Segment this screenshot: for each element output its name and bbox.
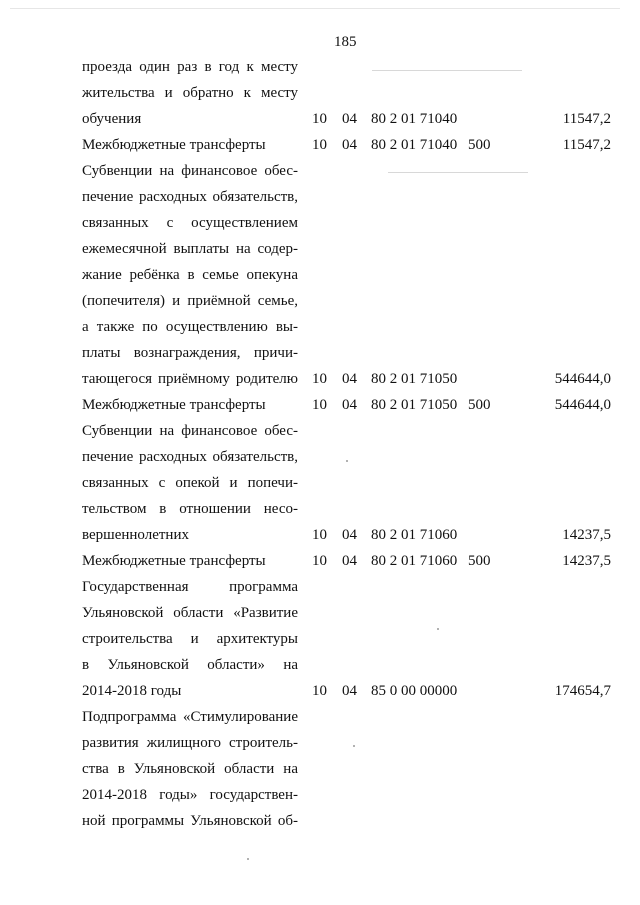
row-description: Межбюджетные трансферты (82, 397, 266, 413)
row-description: жительства и обратно к месту (82, 85, 298, 101)
table-row (0, 366, 640, 392)
row-description: а также по осуществлению вы- (82, 319, 298, 335)
row-description: Подпрограмма «Стимулирование (82, 709, 298, 725)
row-description: связанных с опекой и попечи- (82, 475, 298, 491)
scan-artifact (10, 8, 620, 9)
target-article-code: 80 2 01 71050 (371, 397, 458, 413)
podrazdel-code: 04 (342, 683, 357, 699)
table-row (0, 678, 640, 704)
table-row (0, 236, 640, 262)
row-description: печение расходных обязательств, (82, 189, 298, 205)
amount: 11547,2 (562, 137, 611, 153)
scan-artifact (247, 858, 249, 860)
table-row (0, 574, 640, 600)
razdel-code: 10 (312, 683, 327, 699)
table-row (0, 522, 640, 548)
row-description: проезда один раз в год к месту (82, 59, 298, 75)
table-row (0, 184, 640, 210)
target-article-code: 80 2 01 71060 (371, 527, 458, 543)
row-description: в Ульяновской области» на (82, 657, 298, 673)
razdel-code: 10 (312, 527, 327, 543)
podrazdel-code: 04 (342, 397, 357, 413)
table-row (0, 132, 640, 158)
podrazdel-code: 04 (342, 527, 357, 543)
row-description: Межбюджетные трансферты (82, 553, 266, 569)
podrazdel-code: 04 (342, 137, 357, 153)
row-description: жание ребёнка в семье опекуна (82, 267, 298, 283)
table-row (0, 314, 640, 340)
table-row (0, 548, 640, 574)
target-article-code: 80 2 01 71050 (371, 371, 458, 387)
row-description: обучения (82, 111, 142, 127)
table-row (0, 288, 640, 314)
row-description: ной программы Ульяновской об- (82, 813, 298, 829)
podrazdel-code: 04 (342, 111, 357, 127)
row-description: Субвенции на финансовое обес- (82, 163, 298, 179)
table-row (0, 80, 640, 106)
table-row (0, 756, 640, 782)
table-row (0, 158, 640, 184)
row-description: ства в Ульяновской области на (82, 761, 298, 777)
scan-artifact (353, 745, 355, 747)
table-row (0, 808, 640, 834)
expense-type-code: 500 (468, 137, 491, 153)
table-row (0, 262, 640, 288)
target-article-code: 80 2 01 71040 (371, 111, 458, 127)
scan-artifact (388, 172, 528, 173)
table-row (0, 418, 640, 444)
target-article-code: 80 2 01 71040 (371, 137, 458, 153)
target-article-code: 85 0 00 00000 (371, 683, 458, 699)
row-description: (попечителя) и приёмной семье, (82, 293, 298, 309)
table-row (0, 626, 640, 652)
table-row (0, 470, 640, 496)
scan-artifact (372, 70, 522, 71)
razdel-code: 10 (312, 137, 327, 153)
expense-type-code: 500 (468, 397, 491, 413)
row-description: Государственная программа (82, 579, 298, 595)
table-row (0, 106, 640, 132)
table-row (0, 392, 640, 418)
row-description: Ульяновской области «Развитие (82, 605, 298, 621)
podrazdel-code: 04 (342, 371, 357, 387)
podrazdel-code: 04 (342, 553, 357, 569)
table-row (0, 782, 640, 808)
row-description: 2014-2018 годы» государствен- (82, 787, 298, 803)
razdel-code: 10 (312, 111, 327, 127)
row-description: вершеннолетних (82, 527, 189, 543)
amount: 544644,0 (554, 397, 611, 413)
table-row (0, 704, 640, 730)
row-description: Межбюджетные трансферты (82, 137, 266, 153)
razdel-code: 10 (312, 371, 327, 387)
expense-type-code: 500 (468, 553, 491, 569)
row-description: ежемесячной выплаты на содер- (82, 241, 298, 257)
razdel-code: 10 (312, 397, 327, 413)
razdel-code: 10 (312, 553, 327, 569)
row-description: развития жилищного строитель- (82, 735, 298, 751)
row-description: тельством в отношении несо- (82, 501, 298, 517)
row-description: связанных с осуществлением (82, 215, 298, 231)
amount: 14237,5 (562, 527, 611, 543)
amount: 544644,0 (554, 371, 611, 387)
table-row (0, 444, 640, 470)
amount: 174654,7 (554, 683, 611, 699)
table-row (0, 652, 640, 678)
table-row (0, 340, 640, 366)
row-description: строительства и архитектуры (82, 631, 298, 647)
table-row (0, 730, 640, 756)
scan-artifact (346, 460, 348, 462)
row-description: печение расходных обязательств, (82, 449, 298, 465)
amount: 11547,2 (562, 111, 611, 127)
row-description: платы вознаграждения, причи- (82, 345, 298, 361)
scan-artifact (437, 628, 439, 630)
table-row (0, 600, 640, 626)
table-row (0, 496, 640, 522)
amount: 14237,5 (562, 553, 611, 569)
target-article-code: 80 2 01 71060 (371, 553, 458, 569)
table-row (0, 54, 640, 80)
table-row (0, 210, 640, 236)
page-number: 185 (334, 34, 357, 50)
row-description: тающегося приёмному родителю (82, 371, 298, 387)
row-description: 2014-2018 годы (82, 683, 182, 699)
row-description: Субвенции на финансовое обес- (82, 423, 298, 439)
